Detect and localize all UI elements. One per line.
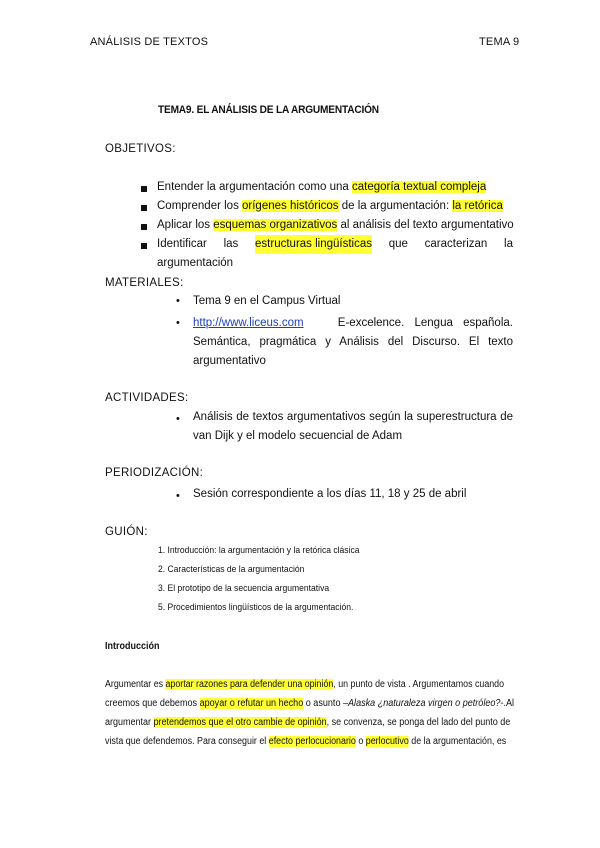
guion-label: GUIÓN: [105, 526, 148, 538]
bullet-square-icon [141, 224, 147, 230]
bullet-dot-icon: • [176, 413, 180, 425]
page-title: TEMA9. EL ANÁLISIS DE LA ARGUMENTACIÓN [158, 104, 379, 116]
highlight: efecto perlocucionario [268, 736, 356, 747]
material-item-2-line3: argumentativo [193, 355, 266, 367]
objetivos-label: OBJETIVOS: [105, 143, 176, 155]
periodizacion-label: PERIODIZACIÓN: [105, 467, 204, 479]
intro-paragraph-line: creemos que debemos apoyar o refutar un hecho o asunto –Alaska ¿naturaleza virgen o petróleo?-.Al [105, 698, 515, 709]
periodizacion-item: Sesión correspondiente a los días 11, 18 y 25 de abril [193, 488, 467, 500]
liceus-link[interactable]: http://www.liceus.com [193, 317, 304, 329]
bullet-square-icon [141, 186, 147, 192]
actividad-item-line1: Análisis de textos argumentativos según la superestructura de [193, 411, 513, 423]
guion-item: 5. Procedimientos lingüísticos de la argumentación. [158, 602, 354, 613]
highlight: pretendemos que el otro cambie de opinión [153, 717, 327, 728]
objetivo-item-2: Comprender los orígenes históricos de la argumentación: la retórica [157, 200, 503, 212]
bullet-dot-icon: • [176, 317, 180, 329]
bullet-dot-icon: • [176, 490, 180, 502]
objetivo-item-1: Entender la argumentación como una categoría textual compleja [157, 181, 487, 193]
highlight: perlocutivo [365, 736, 409, 747]
actividades-label: ACTIVIDADES: [105, 392, 189, 404]
bullet-square-icon [141, 243, 147, 249]
materiales-label: MATERIALES: [105, 277, 184, 289]
material-item-2: http://www.liceus.com E-excelence. Lengua española. [193, 314, 513, 333]
highlight: aportar razones para defender una opinión [165, 679, 334, 690]
highlight: orígenes históricos [242, 200, 339, 212]
objetivo-item-4: Identificar las estructuras lingüísticas que caracterizan la [157, 235, 513, 254]
guion-item: 2. Características de la argumentación [158, 564, 305, 575]
intro-paragraph-line: vista que defendemos. Para conseguir el efecto perlocucionario o perlocutivo de la argumentación, es [105, 736, 507, 747]
objetivo-item-3: Aplicar los esquemas organizativos al análisis del texto argumentativo [157, 219, 514, 231]
objetivo-item-4-cont: argumentación [157, 257, 234, 269]
highlight: estructuras lingüísticas [255, 235, 372, 254]
bullet-dot-icon: • [176, 295, 180, 307]
guion-item: 1. Introducción: la argumentación y la retórica clásica [158, 545, 360, 556]
highlight: la retórica [452, 200, 503, 212]
material-item-2-line2: Semántica, pragmática y Análisis del Discurso. El texto [193, 336, 513, 348]
bullet-square-icon [141, 205, 147, 211]
running-header-left: ANÁLISIS DE TEXTOS [90, 36, 209, 48]
running-header-right: TEMA 9 [479, 36, 520, 48]
actividad-item-line2: van Dijk y el modelo secuencial de Adam [193, 430, 403, 442]
intro-paragraph-line: Argumentar es aportar razones para defender una opinión, un punto de vista . Argumentamos cuando [105, 679, 505, 690]
highlight: apoyar o refutar un hecho [199, 698, 304, 709]
section-heading-introduccion: Introducción [105, 641, 160, 652]
highlight: categoría textual compleja [351, 181, 487, 193]
highlight: esquemas organizativos [213, 219, 338, 231]
intro-paragraph-line: argumentar pretendemos que el otro cambie de opinión, se convenza, se ponga del lado del punto de [105, 717, 511, 728]
guion-item: 3. El prototipo de la secuencia argumentativa [158, 583, 330, 594]
material-item-1: Tema 9 en el Campus Virtual [193, 295, 341, 307]
